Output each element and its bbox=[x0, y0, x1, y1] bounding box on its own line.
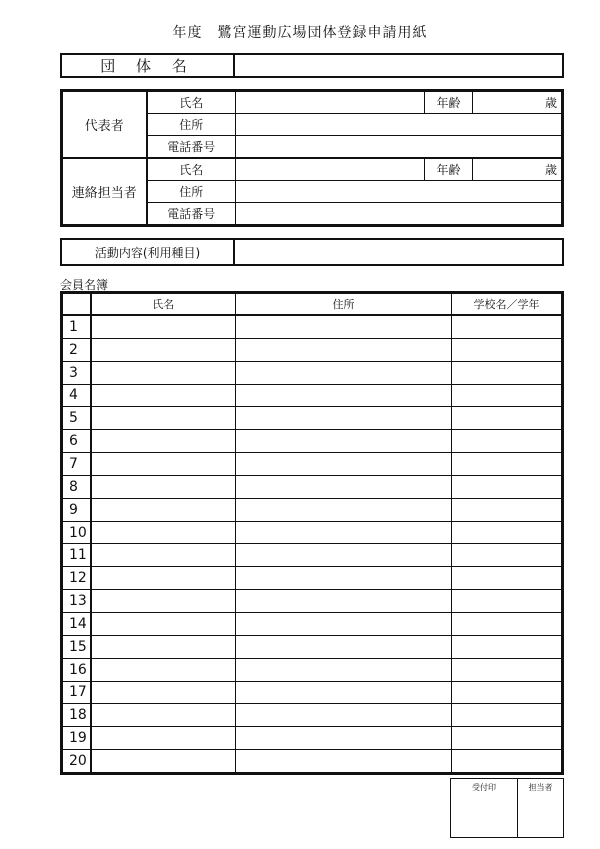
member-address-field[interactable] bbox=[236, 567, 452, 590]
member-name-field[interactable] bbox=[91, 635, 236, 658]
received-stamp-box bbox=[450, 778, 518, 838]
member-name-field[interactable] bbox=[91, 475, 236, 498]
table-row bbox=[63, 521, 562, 544]
member-name-field[interactable] bbox=[91, 612, 236, 635]
member-school-field[interactable] bbox=[452, 635, 562, 658]
staff-stamp-box bbox=[517, 778, 564, 838]
table-row bbox=[63, 475, 562, 498]
row-number: 20 bbox=[63, 750, 91, 773]
row-number: 16 bbox=[63, 658, 91, 681]
member-address-field[interactable] bbox=[236, 704, 452, 727]
member-name-field[interactable] bbox=[91, 315, 236, 338]
member-address-field[interactable] bbox=[236, 750, 452, 773]
row-number: 10 bbox=[63, 521, 91, 544]
table-row bbox=[63, 384, 562, 407]
row-number: 7 bbox=[63, 453, 91, 476]
member-address-field[interactable] bbox=[236, 681, 452, 704]
row-number: 1 bbox=[63, 315, 91, 338]
row-number: 2 bbox=[63, 338, 91, 361]
representative-phone-label: 電話番号 bbox=[147, 135, 236, 158]
representative-address-label: 住所 bbox=[147, 113, 236, 135]
table-row bbox=[63, 544, 562, 567]
organization-name-box bbox=[60, 53, 564, 78]
member-name-field[interactable] bbox=[91, 544, 236, 567]
row-number: 9 bbox=[63, 498, 91, 521]
member-school-field[interactable] bbox=[452, 498, 562, 521]
member-school-field[interactable] bbox=[452, 384, 562, 407]
table-row bbox=[63, 635, 562, 658]
member-address-field[interactable] bbox=[236, 635, 452, 658]
representative-name-field[interactable] bbox=[236, 92, 425, 114]
member-name-field[interactable] bbox=[91, 338, 236, 361]
column-header-address: 住所 bbox=[236, 294, 452, 316]
table-row bbox=[63, 315, 562, 338]
person-info-table bbox=[60, 89, 564, 227]
table-row bbox=[63, 704, 562, 727]
member-address-field[interactable] bbox=[236, 544, 452, 567]
member-school-field[interactable] bbox=[452, 338, 562, 361]
member-school-field[interactable] bbox=[452, 704, 562, 727]
table-row bbox=[63, 338, 562, 361]
member-name-field[interactable] bbox=[91, 681, 236, 704]
member-address-field[interactable] bbox=[236, 384, 452, 407]
member-address-field[interactable] bbox=[236, 612, 452, 635]
member-name-field[interactable] bbox=[91, 407, 236, 430]
row-number: 11 bbox=[63, 544, 91, 567]
contact-name-field[interactable] bbox=[236, 158, 425, 181]
member-school-field[interactable] bbox=[452, 658, 562, 681]
member-name-field[interactable] bbox=[91, 361, 236, 384]
member-school-field[interactable] bbox=[452, 315, 562, 338]
member-address-field[interactable] bbox=[236, 498, 452, 521]
staff-stamp-label: 担当者 bbox=[528, 783, 553, 792]
row-number: 19 bbox=[63, 727, 91, 750]
member-school-field[interactable] bbox=[452, 750, 562, 773]
form-title: 年度 鷺宮運動広場団体登録申請用紙 bbox=[172, 25, 428, 41]
member-name-field[interactable] bbox=[91, 430, 236, 453]
member-address-field[interactable] bbox=[236, 430, 452, 453]
member-roster-table bbox=[60, 291, 564, 775]
member-school-field[interactable] bbox=[452, 430, 562, 453]
member-name-field[interactable] bbox=[91, 453, 236, 476]
member-name-field[interactable] bbox=[91, 567, 236, 590]
column-header-number bbox=[63, 294, 91, 316]
member-school-field[interactable] bbox=[452, 407, 562, 430]
row-number: 8 bbox=[63, 475, 91, 498]
representative-address-field[interactable] bbox=[236, 113, 562, 135]
member-address-field[interactable] bbox=[236, 590, 452, 613]
table-row bbox=[63, 498, 562, 521]
member-roster-label: 会員名簿 bbox=[60, 278, 109, 292]
member-name-field[interactable] bbox=[91, 498, 236, 521]
contact-phone-label: 電話番号 bbox=[147, 202, 236, 224]
representative-name-label: 氏名 bbox=[147, 92, 236, 114]
table-row bbox=[63, 681, 562, 704]
member-address-field[interactable] bbox=[236, 407, 452, 430]
member-address-field[interactable] bbox=[236, 727, 452, 750]
member-name-field[interactable] bbox=[91, 658, 236, 681]
member-school-field[interactable] bbox=[452, 681, 562, 704]
table-row bbox=[63, 567, 562, 590]
activity-field[interactable] bbox=[234, 240, 562, 264]
member-address-field[interactable] bbox=[236, 338, 452, 361]
member-address-field[interactable] bbox=[236, 453, 452, 476]
table-row bbox=[63, 590, 562, 613]
representative-age-label: 年齢 bbox=[425, 92, 473, 114]
table-row bbox=[63, 430, 562, 453]
representative-age-unit: 歳 bbox=[473, 92, 562, 114]
row-number: 18 bbox=[63, 704, 91, 727]
member-address-field[interactable] bbox=[236, 315, 452, 338]
contact-age-label: 年齢 bbox=[425, 158, 473, 181]
contact-person-label: 連絡担当者 bbox=[63, 158, 147, 225]
column-header-school: 学校名／学年 bbox=[452, 294, 562, 316]
activity-box bbox=[60, 238, 564, 266]
organization-name-field[interactable] bbox=[234, 55, 562, 76]
member-school-field[interactable] bbox=[452, 612, 562, 635]
member-school-field[interactable] bbox=[452, 727, 562, 750]
representative-phone-field[interactable] bbox=[236, 135, 562, 158]
member-name-field[interactable] bbox=[91, 590, 236, 613]
column-header-name: 氏名 bbox=[91, 294, 236, 316]
row-number: 5 bbox=[63, 407, 91, 430]
member-address-field[interactable] bbox=[236, 658, 452, 681]
row-number: 17 bbox=[63, 681, 91, 704]
row-number: 4 bbox=[63, 384, 91, 407]
row-number: 3 bbox=[63, 361, 91, 384]
table-row bbox=[63, 750, 562, 773]
row-number: 14 bbox=[63, 612, 91, 635]
contact-address-label: 住所 bbox=[147, 181, 236, 203]
member-address-field[interactable] bbox=[236, 475, 452, 498]
contact-name-label: 氏名 bbox=[147, 158, 236, 181]
member-school-field[interactable] bbox=[452, 475, 562, 498]
row-number: 15 bbox=[63, 635, 91, 658]
member-name-field[interactable] bbox=[91, 750, 236, 773]
member-name-field[interactable] bbox=[91, 727, 236, 750]
row-number: 6 bbox=[63, 430, 91, 453]
member-school-field[interactable] bbox=[452, 521, 562, 544]
member-school-field[interactable] bbox=[452, 361, 562, 384]
member-school-field[interactable] bbox=[452, 567, 562, 590]
activity-label: 活動内容(利用種目) bbox=[62, 240, 234, 264]
member-address-field[interactable] bbox=[236, 361, 452, 384]
organization-name-label: 団 体 名 bbox=[62, 55, 234, 76]
representative-label: 代表者 bbox=[63, 92, 147, 158]
table-row bbox=[63, 727, 562, 750]
table-row bbox=[63, 612, 562, 635]
member-name-field[interactable] bbox=[91, 704, 236, 727]
member-school-field[interactable] bbox=[452, 590, 562, 613]
member-school-field[interactable] bbox=[452, 453, 562, 476]
member-name-field[interactable] bbox=[91, 521, 236, 544]
received-stamp-label: 受付印 bbox=[472, 783, 496, 792]
row-number: 13 bbox=[63, 590, 91, 613]
table-row bbox=[63, 361, 562, 384]
member-address-field[interactable] bbox=[236, 521, 452, 544]
table-row bbox=[63, 407, 562, 430]
member-name-field[interactable] bbox=[91, 384, 236, 407]
contact-age-unit: 歳 bbox=[473, 158, 562, 181]
table-row bbox=[63, 453, 562, 476]
table-row bbox=[63, 658, 562, 681]
contact-phone-field[interactable] bbox=[236, 202, 562, 224]
member-school-field[interactable] bbox=[452, 544, 562, 567]
row-number: 12 bbox=[63, 567, 91, 590]
contact-address-field[interactable] bbox=[236, 181, 562, 203]
